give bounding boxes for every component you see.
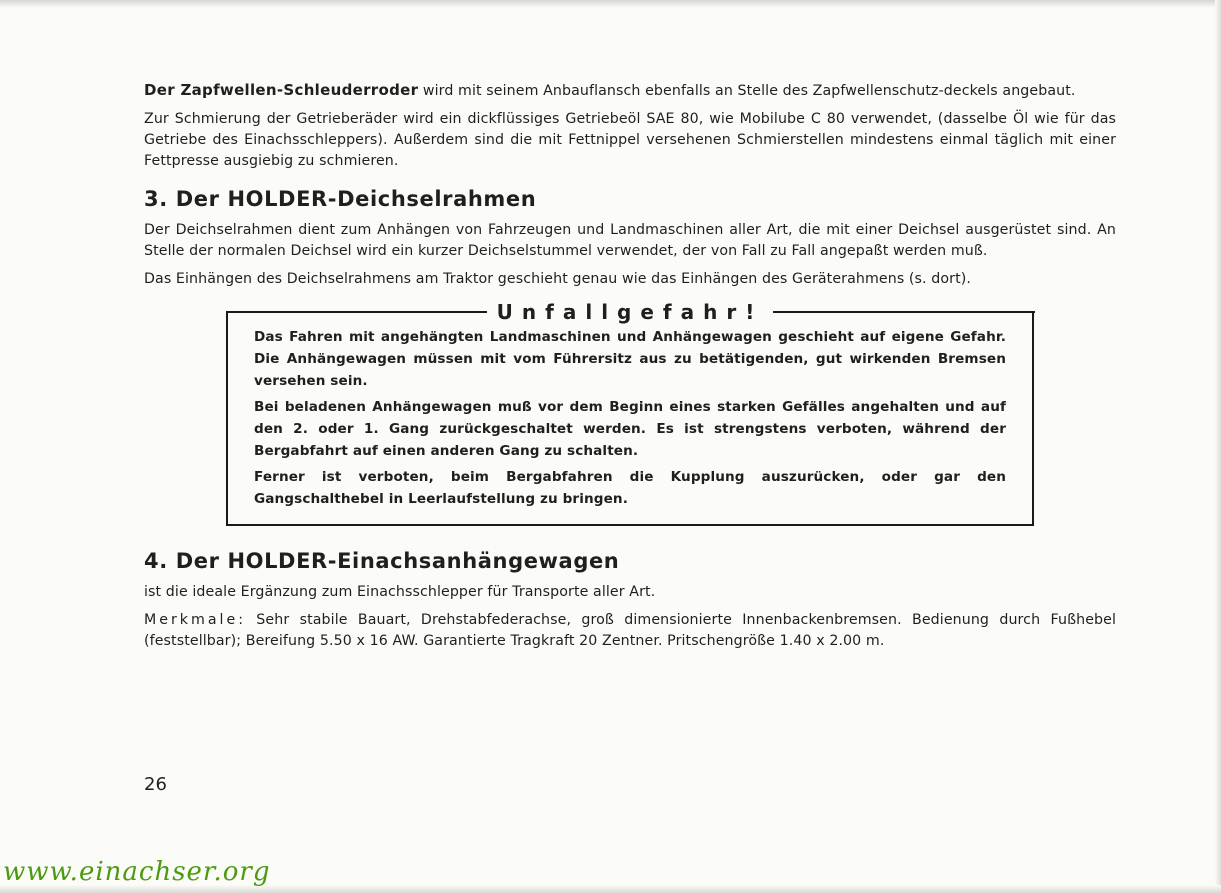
section-3-paragraph-2: Das Einhängen des Deichselrahmens am Traktor geschieht genau wie das Einhängen des Geräterahmens (s. dort). xyxy=(144,271,971,287)
page-number: 26 xyxy=(144,774,167,795)
section-4-paragraph-1: ist die ideale Ergänzung zum Einachsschlepper für Transporte aller Art. xyxy=(144,584,656,600)
lubrication-paragraph: Zur Schmierung der Getrieberäder wird ein dickflüssiges Getriebeöl SAE 80, wie Mobilube C 80 verwendet, (dasselbe Öl wie für das Getriebe des Einachsschleppers). Außerdem sind die mit Fettnippel versehenen Schmierstellen mindestens einmal täglich mit einer Fettpresse ausgiebig zu schmieren. xyxy=(144,111,1116,169)
warning-rule-left xyxy=(226,311,487,314)
features-text: Sehr stabile Bauart, Drehstabfederachse, groß dimensionierte Innenbackenbremsen. Bedienung durch Fußhebel (feststellbar); Bereifung 5.50 x 16 AW. Garantierte Tragkraft 20 Zentner. Pritschengröße 1.40 x 2.00 m. xyxy=(144,612,1116,649)
intro-paragraph xyxy=(144,80,1116,102)
page-content xyxy=(144,80,1116,659)
intro-text: wird mit seinem Anbauflansch ebenfalls an Stelle des Zapfwellenschutz-deckels angebaut. xyxy=(418,83,1076,99)
section-3-paragraph-1: Der Deichselrahmen dient zum Anhängen von Fahrzeugen und Landmaschinen aller Art, die mit einer Deichsel ausgerüstet sind. An Stelle der normalen Deichsel wird ein kurzer Deichselstummel verwendet, der von Fall zu Fall angepaßt werden muß. xyxy=(144,222,1116,259)
section-4-heading: 4. Der HOLDER-Einachsanhängewagen xyxy=(144,549,620,573)
intro-bold-lead: Der Zapfwellen-Schleuderroder xyxy=(144,81,419,99)
warning-paragraph-3: Ferner ist verboten, beim Bergabfahren die Kupplung auszurücken, oder gar den Gangschalthebel in Leerlaufstellung zu bringen. xyxy=(254,469,1006,507)
warning-box xyxy=(226,300,1034,526)
section-3-heading: 3. Der HOLDER-Deichselrahmen xyxy=(144,187,537,211)
watermark-url[interactable]: www.einachser.org xyxy=(3,857,271,887)
warning-paragraph-2: Bei beladenen Anhängewagen muß vor dem Beginn eines starken Gefälles angehalten und auf den 2. oder 1. Gang zurückgeschaltet werden. Es ist strengstens verboten, während der Bergabfahrt auf einen anderen Gang zu schalten. xyxy=(254,399,1006,459)
warning-paragraph-1: Das Fahren mit angehängten Landmaschinen und Anhängewagen geschieht auf eigene Gefahr. Die Anhängewagen müssen mit vom Führersitz aus zu betätigenden, gut wirkenden Bremsen versehen sein. xyxy=(254,329,1006,389)
scan-edge-right xyxy=(1215,0,1221,893)
warning-title-row xyxy=(226,301,1035,323)
warning-rule-right xyxy=(773,311,1034,314)
features-label: Merkmale: xyxy=(144,612,246,628)
scan-edge-top xyxy=(0,0,1221,8)
section-4-paragraph-2 xyxy=(144,610,1116,652)
warning-title: Unfallgefahr! xyxy=(487,301,774,323)
